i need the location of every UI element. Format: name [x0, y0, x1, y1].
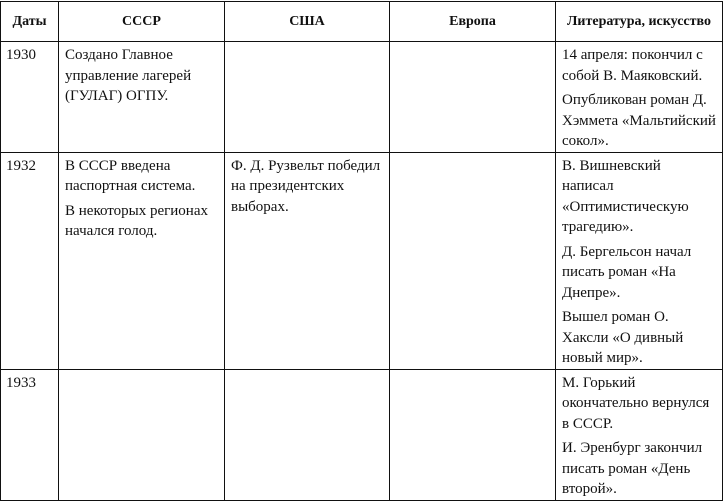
- header-ussr: СССР: [59, 2, 225, 42]
- usa-event: Ф. Д. Рузвельт победил на президентских выборах.: [231, 157, 381, 215]
- ussr-cell: [59, 152, 225, 369]
- header-europe: Европа: [390, 2, 556, 42]
- literature-event: В. Вишневский написал «Оптимистическую трагедию».: [562, 157, 689, 235]
- europe-cell: [390, 42, 556, 153]
- header-usa: США: [225, 2, 390, 42]
- date-cell: 1932: [1, 152, 59, 369]
- europe-cell: [390, 152, 556, 369]
- header-literature: Литература, искусство: [556, 2, 723, 42]
- ussr-event: В некоторых регионах начался голод.: [65, 202, 208, 239]
- header-dates: Даты: [1, 2, 59, 42]
- literature-cell: [556, 42, 723, 153]
- ussr-cell: [59, 369, 225, 500]
- literature-event: 14 апреля: покончил с собой В. Маяковский.: [562, 47, 703, 84]
- usa-cell: [225, 152, 390, 369]
- date-cell: 1933: [1, 369, 59, 500]
- table-row: [1, 152, 723, 369]
- literature-event: Д. Бергельсон начал писать роман «На Днепре».: [562, 243, 692, 301]
- ussr-event: В СССР введена паспортная система.: [65, 157, 196, 194]
- date-cell: 1930: [1, 42, 59, 153]
- usa-cell: [225, 42, 390, 153]
- table-row: [1, 42, 723, 153]
- chronology-table: [0, 1, 723, 501]
- europe-cell: [390, 369, 556, 500]
- literature-event: И. Эренбург закончил писать роман «День второй».: [562, 440, 703, 497]
- literature-event: Опубликован роман Д. Хэммета «Мальтийский сокол».: [562, 92, 716, 149]
- literature-cell: [556, 152, 723, 369]
- literature-event: Вышел роман О. Хаксли «О дивный новый мир».: [562, 309, 684, 366]
- literature-cell: [556, 369, 723, 500]
- ussr-cell: [59, 42, 225, 153]
- usa-cell: [225, 369, 390, 500]
- table-row: [1, 369, 723, 500]
- header-row: [1, 2, 723, 42]
- literature-event: М. Горький окончательно вернулся в СССР.: [562, 374, 710, 432]
- ussr-event: Создано Главное управление лагерей (ГУЛАГ) ОГПУ.: [65, 47, 192, 104]
